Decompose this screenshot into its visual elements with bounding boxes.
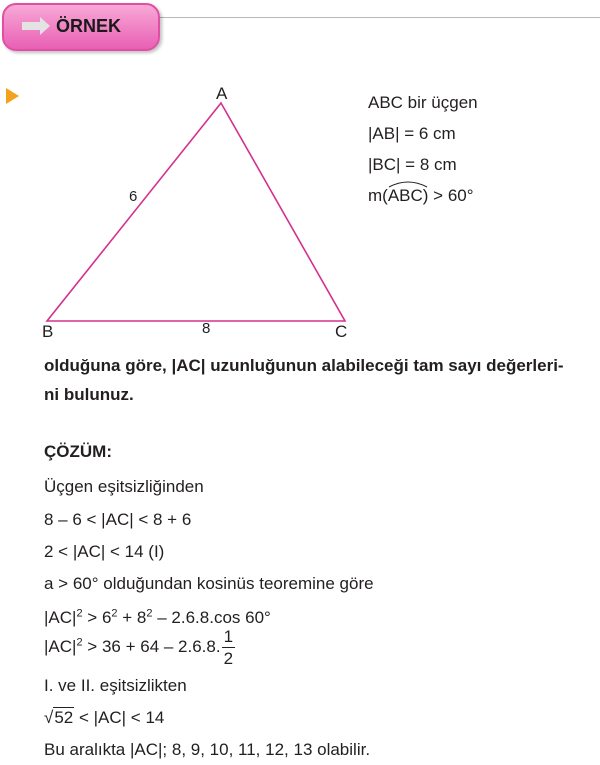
s5-ac: |AC| [44, 608, 77, 627]
s6-rest: > 36 + 64 – 2.6.8. [82, 636, 221, 656]
s5-exp-1: 2 [76, 607, 83, 620]
solution-line-1: Üçgen eşitsizliğinden [44, 477, 204, 496]
sqrt-radicand: 52 [54, 708, 74, 727]
side-bc-label: 8 [202, 320, 211, 337]
angle-condition: ) > 60° [422, 186, 474, 205]
solution-line-4: a > 60° olduğundan kosinüs teoremine göre [44, 574, 374, 593]
solution-line-6 [44, 628, 235, 667]
solution-line-2: 8 – 6 < |AC| < 8 + 6 [44, 510, 192, 529]
solution-line-9: Bu aralıkta |AC|; 8, 9, 10, 11, 12, 13 olabilir. [44, 740, 371, 759]
s5-exp-2: 2 [111, 607, 118, 620]
example-label: ÖRNEK [56, 16, 122, 36]
s5-six: > 6 [82, 608, 112, 627]
fraction-half [222, 628, 235, 667]
angle-m: m( [368, 186, 388, 205]
question-line-2: ni bulunuz. [44, 385, 134, 404]
given-line-1: ABC bir üçgen [368, 93, 478, 112]
triangle-abc [47, 103, 345, 321]
solution-line-7: I. ve II. eşitsizlikten [44, 676, 187, 695]
solution-heading: ÇÖZÜM: [44, 442, 112, 461]
s6-exp: 2 [76, 636, 83, 649]
given-line-4 [368, 186, 474, 206]
angle-arc-group [388, 186, 423, 206]
s5-eight: + 8 [117, 608, 147, 627]
solution-line-3: 2 < |AC| < 14 (I) [44, 542, 165, 561]
s5-rest: – 2.6.8.cos 60° [152, 608, 271, 627]
question-line-1: olduğuna göre, |AC| uzunluğunun alabileceği tam sayı değerleri- [44, 356, 564, 375]
angle-arc-icon [388, 180, 428, 188]
sqrt-icon: √ [44, 708, 54, 727]
vertex-c-label: C [335, 322, 348, 341]
given-line-3: |BC| = 8 cm [368, 155, 457, 174]
vertex-b-label: B [42, 322, 54, 341]
solution-line-8 [44, 708, 164, 728]
s5-exp-3: 2 [146, 607, 153, 620]
side-ab-label: 6 [129, 188, 138, 205]
given-line-2: |AB| = 6 cm [368, 124, 456, 143]
sqrt-expression [44, 708, 74, 728]
fraction-numerator: 1 [223, 627, 234, 646]
s6-ac: |AC| [44, 636, 77, 656]
solution-line-5 [44, 608, 271, 628]
angle-abc: ABC [387, 186, 423, 205]
fraction-denominator: 2 [223, 649, 234, 668]
vertex-a-label: A [216, 84, 228, 103]
s8-rest: < |AC| < 14 [74, 708, 165, 727]
